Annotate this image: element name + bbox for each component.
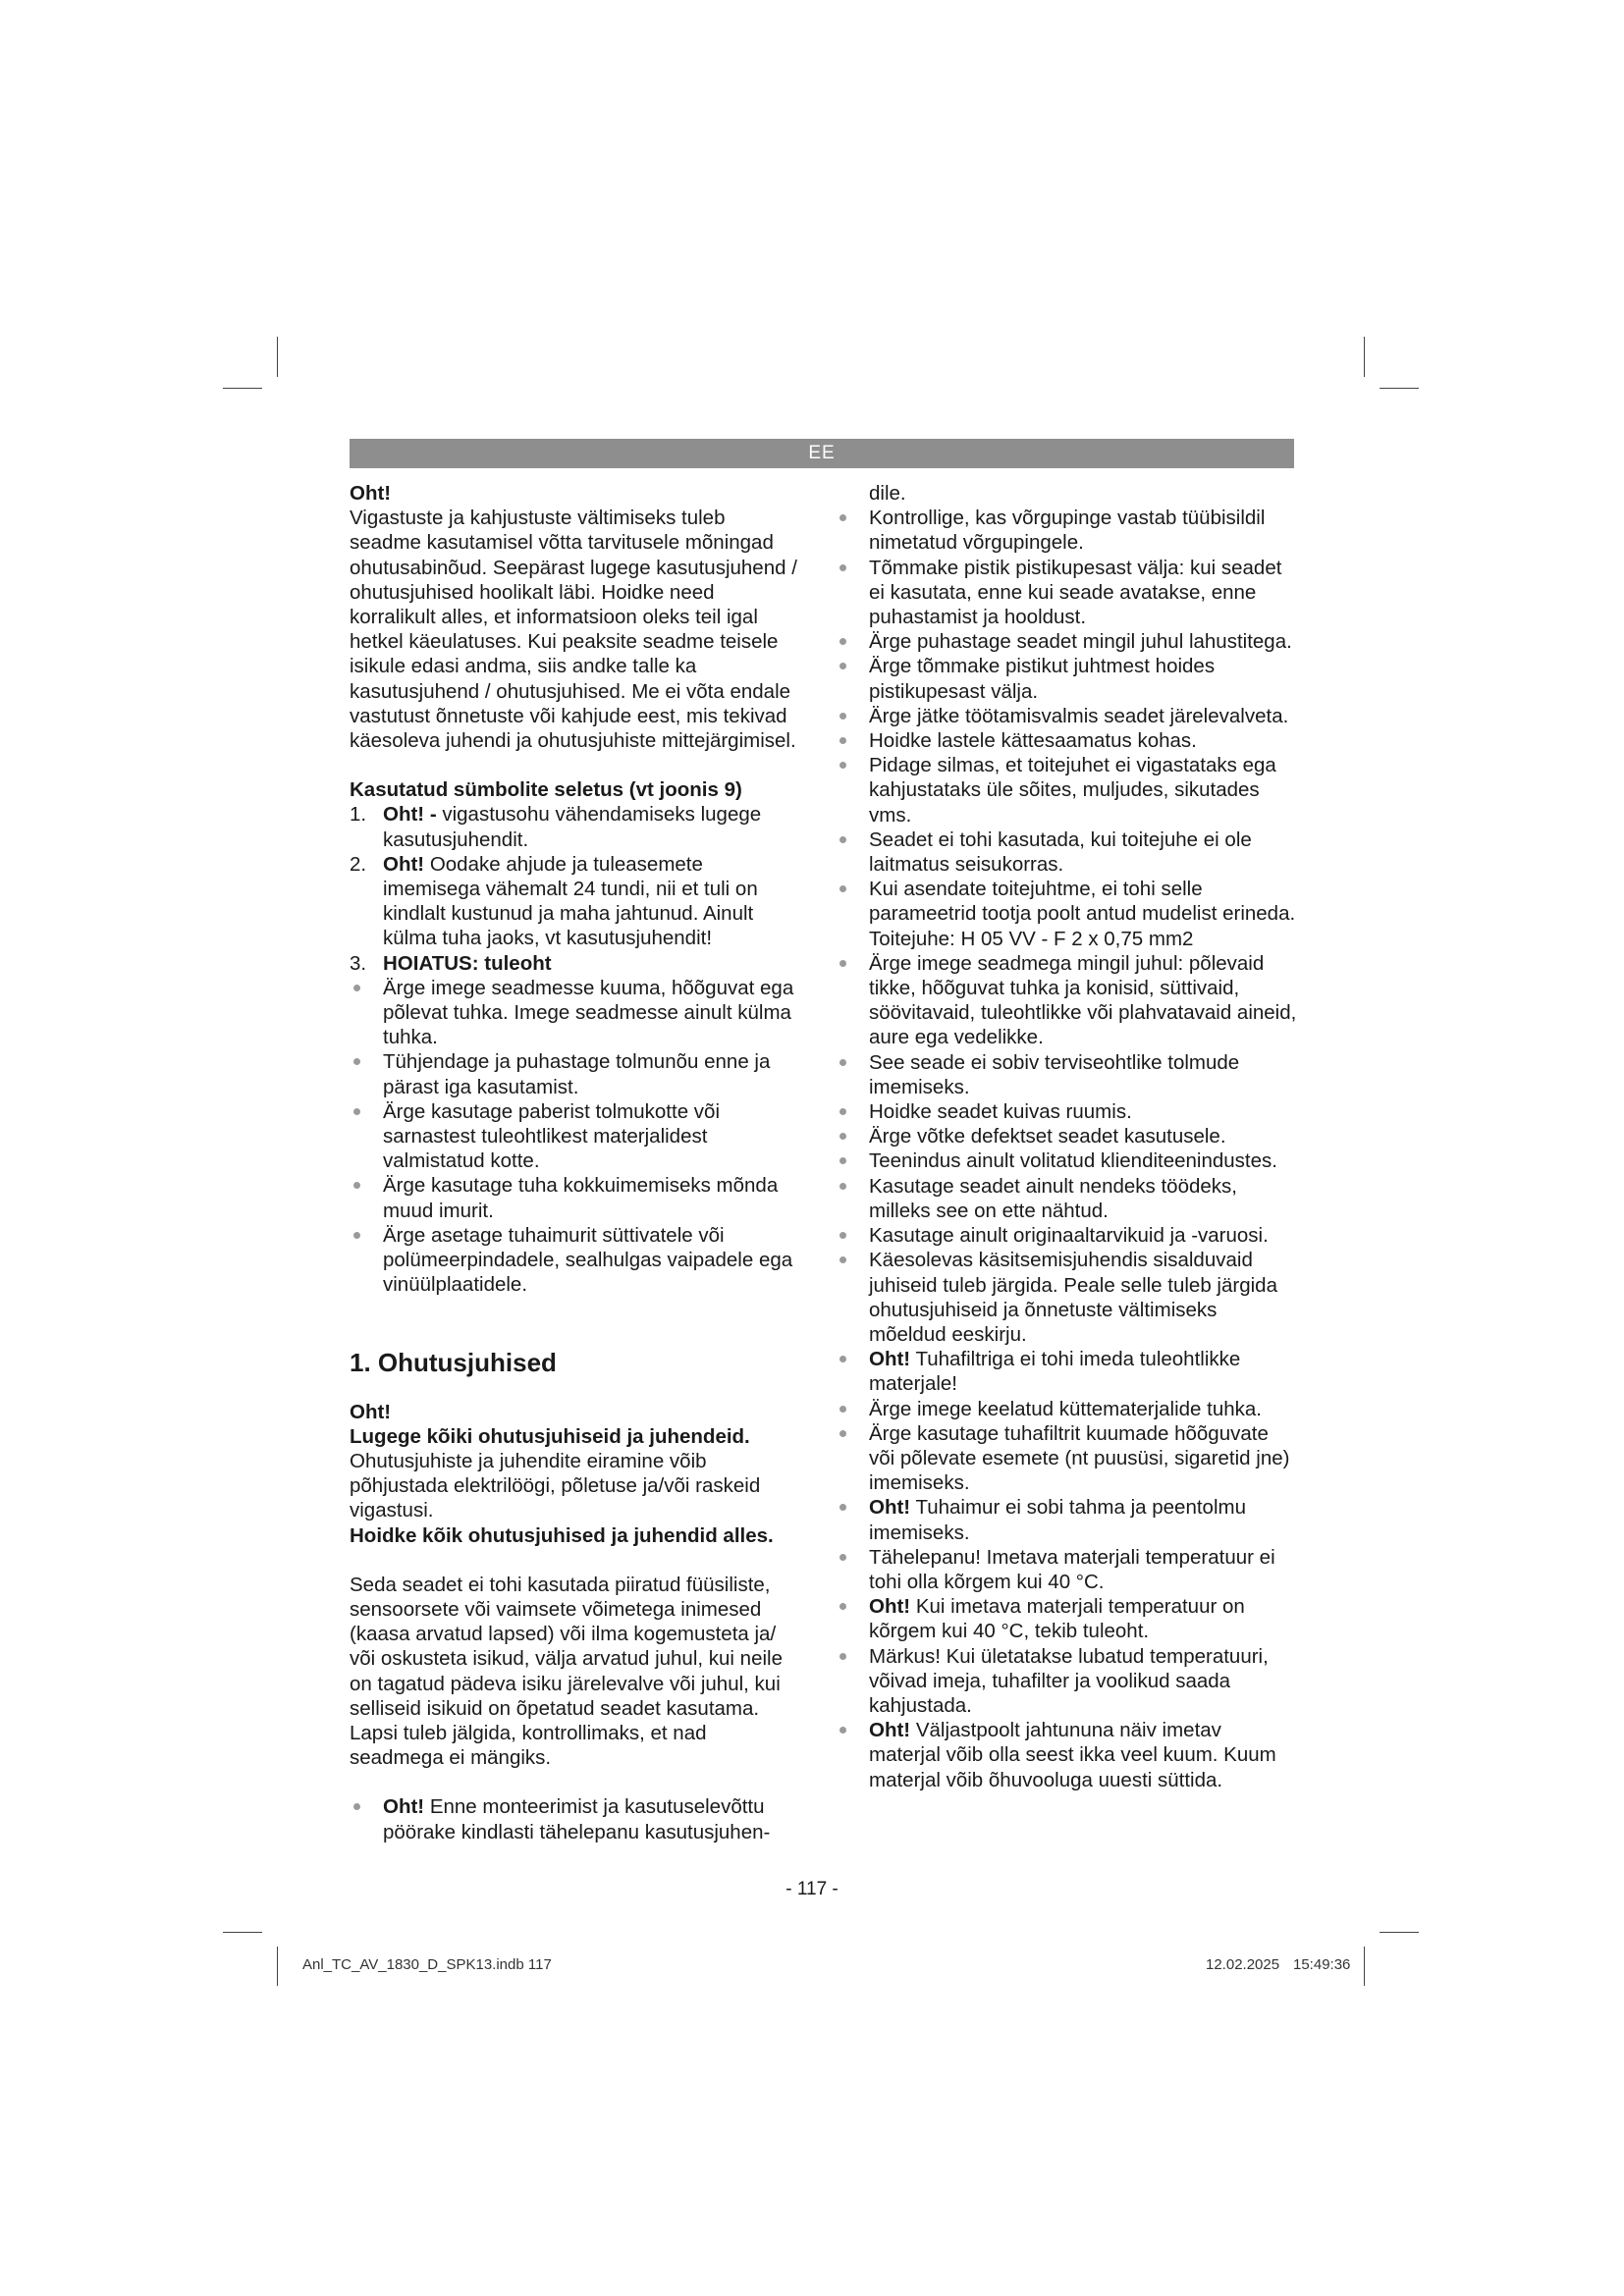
bullet-icon (353, 1803, 360, 1810)
symbol-text: vigastusohu vähendamiseks lugege kasutusjuhendit. (383, 803, 762, 851)
bullet-icon (839, 1232, 846, 1239)
list-item: See seade ei sobiv terviseohtlike tolmude imemiseks. (836, 1050, 1297, 1099)
bullet-icon (839, 1256, 846, 1263)
bullet-icon (839, 960, 846, 967)
list-item: Märkus! Kui ületatakse lubatud temperatuuri, võivad imeja, tuhafilter ja voolikud saada kahjustada. (836, 1644, 1297, 1719)
list-item: Ärge imege keelatud küttematerjalide tuhka. (836, 1397, 1297, 1421)
section-title: 1. Ohutusjuhised (350, 1347, 557, 1377)
footer-time: 15:49:36 (1293, 1956, 1351, 1973)
list-item (350, 1099, 801, 1174)
persons-text: Seda seadet ei tohi kasutada piiratud füüsiliste, sensoorsete või vaimsete võimetega inimesed (kaasa arvatud lapsed) või ilma kogemusteta ja/ või oskusteta isikud, välja arvatud juhul, kui neile on tagatud pädeva isiku järelevalve või juhul, kui selliseid isikuid on õpetatud seadet kasutama. Lapsi tuleb jälgida, kontrollimaks, et nad seadmega ei mängiks. (350, 1573, 783, 1770)
crop-mark-bottom-left-vertical (277, 1947, 278, 1986)
list-item: Teenindus ainult volitatud klienditeenindustes. (836, 1148, 1297, 1173)
symbols-heading: Kasutatud sümbolite seletus (vt joonis 9) (350, 778, 742, 802)
list-item-text: Ärge kasutage paberist tolmukotte või sarnastest tuleohtlikest materjalidest valmistatud kotte. (383, 1099, 720, 1173)
list-item-text: Tühjendage ja puhastage tolmunõu enne ja pärast iga kasutamist. (383, 1050, 771, 1098)
list-item: Oht! Tuhaimur ei sobi tahma ja peentolmu imemiseks. (836, 1495, 1297, 1544)
crop-mark-top-left-horizontal (223, 388, 262, 389)
list-item: Oht! Tuhafiltriga ei tohi imeda tuleohtlikke materjale! (836, 1347, 1297, 1396)
language-header-bar (350, 439, 1294, 468)
bullet-icon (839, 638, 846, 645)
list-item: Tõmmake pistik pistikupesast välja: kui seadet ei kasutata, enne kui seade avatakse, enne puhastamist ja hooldust. (836, 556, 1297, 630)
list-item: Tähelepanu! Imetava materjali temperatuur ei tohi olla kõrgem kui 40 °C. (836, 1545, 1297, 1594)
list-item: Ärge imege seadmega mingil juhul: põlevaid tikke, hõõguvat tuhka ja konisid, süttivaid, söövitavaid, tuleohtlikke või plahvatavaid aineid, aure ega vedelikke. (836, 951, 1297, 1050)
left-column (350, 481, 801, 1844)
list-item (350, 1049, 801, 1098)
list-item: Ärge tõmmake pistikut juhtmest hoides pistikupesast välja. (836, 654, 1297, 703)
bullet-icon (839, 1133, 846, 1140)
bullet-icon (839, 713, 846, 720)
list-item: Ärge kasutage tuhafiltrit kuumade hõõguvate või põlevate esemete (nt puusüsi, sigaretid jne) imemiseks. (836, 1421, 1297, 1496)
bullet-icon (839, 885, 846, 892)
safety-keep: Hoidke kõik ohutusjuhised ja juhendid alles. (350, 1523, 774, 1547)
list-item: Oht! Kui imetava materjali temperatuur on kõrgem kui 40 °C, tekib tuleoht. (836, 1594, 1297, 1643)
list-item: Hoidke seadet kuivas ruumis. (836, 1099, 1297, 1124)
safety-text: Ohutusjuhiste ja juhendite eiramine võib põhjustada elektrilöögi, põletuse ja/või raskeid vigastusi. (350, 1449, 761, 1522)
footer-date: 12.02.2025 (1206, 1956, 1280, 1973)
list-item: Kui asendate toitejuhtme, ei tohi selle parameetrid tootja poolt antud mudelist erineda. Toitejuhe: H 05 VV - F 2 x 0,75 mm2 (836, 877, 1297, 951)
symbol-item (350, 951, 801, 976)
symbol-number: 1. (350, 803, 367, 827)
list-item: Ärge puhastage seadet mingil juhul lahustitega. (836, 629, 1297, 654)
list-item: Hoidke lastele kättesaamatus kohas. (836, 728, 1297, 753)
right-column (836, 481, 1297, 1792)
symbol-item (350, 852, 801, 951)
page-number: - 117 - (785, 1879, 839, 1899)
bullet-icon (839, 1059, 846, 1066)
crop-mark-top-left-vertical (277, 337, 278, 377)
symbol-number: 3. (350, 951, 367, 975)
symbol-number: 2. (350, 852, 367, 876)
list-item-text: Ärge asetage tuhaimurit süttivatele või polümeerpindadele, sealhulgas vaipadele ega vinüülplaatidele. (383, 1223, 793, 1297)
bullet-icon (839, 1406, 846, 1413)
bullet-icon (353, 1108, 360, 1115)
list-item-text: Ärge kasutage tuha kokkuimemiseks mõnda muud imurit. (383, 1174, 779, 1222)
symbol-bullets (350, 976, 801, 1298)
list-item-bold: Oht! (383, 1795, 425, 1819)
safety-heading: Oht! (350, 1400, 392, 1423)
list-item: Kasutage ainult originaaltarvikuid ja -varuosi. (836, 1223, 1297, 1248)
crop-mark-bottom-right-vertical (1364, 1947, 1365, 1986)
intro-heading: Oht! (350, 482, 392, 505)
list-item: Kontrollige, kas võrgupinge vastab tüübisildil nimetatud võrgupingele. (836, 506, 1297, 555)
intro-text: Vigastuste ja kahjustuste vältimiseks tuleb seadme kasutamisel võtta tarvitusele mõningad ohutusabinõud. Seepärast lugege kasutusjuhend / ohutusjuhised hoolikalt läbi. Hoidke need korralikult alles, et informatsioon oleks teil igal hetkel käeulatuses. Kui peaksite seadme teisele isikule edasi andma, siis andke talle ka kasutusjuhend / ohutusjuhised. Me ei võta endale vastutust õnnetuste või kahjude eest, mis tekivad käesoleva juhendi ja ohutusjuhiste mittejärgimisel. (350, 507, 797, 753)
continuation-text: dile. (869, 482, 906, 505)
crop-mark-top-right-horizontal (1380, 388, 1419, 389)
symbols-list (350, 802, 801, 975)
symbol-text: Oodake ahjude ja tuleasemete imemisega vähemalt 24 tundi, nii et tuli on kindlalt kustunud ja maha jahtunud. Ainult külma tuha jaoks, vt kasutusjuhendit! (383, 852, 758, 950)
bullet-icon (839, 1653, 846, 1660)
bullet-icon (839, 1183, 846, 1190)
list-item: Oht! Väljastpoolt jahtununa näiv imetav materjal võib olla seest ikka veel kuum. Kuum materjal võib õhuvooluga uuesti süttida. (836, 1718, 1297, 1792)
safety-bullets (836, 506, 1297, 1792)
list-item (350, 1794, 801, 1843)
symbol-item (350, 802, 801, 851)
footer-file: Anl_TC_AV_1830_D_SPK13.indb 117 (302, 1956, 552, 1973)
list-item (350, 1173, 801, 1222)
list-item: Ärge jätke töötamisvalmis seadet järelevalveta. (836, 704, 1297, 728)
list-item: Käesolevas käsitsemisjuhendis sisalduvaid juhiseid tuleb järgida. Peale selle tuleb järgida ohutusjuhiseid ja õnnetuste vältimiseks mõeldud eeskirju. (836, 1248, 1297, 1347)
bullet-icon (839, 737, 846, 744)
left-last-bullet (350, 1794, 801, 1843)
list-item-text: Ärge imege seadmesse kuuma, hõõguvat ega põlevat tuhka. Imege seadmesse ainult külma tuhka. (383, 976, 794, 1049)
list-item: Kasutage seadet ainult nendeks töödeks, milleks see on ette nähtud. (836, 1174, 1297, 1223)
safety-subheading: Lugege kõiki ohutusjuhiseid ja juhendeid. (350, 1424, 750, 1448)
language-code: EE (808, 443, 836, 463)
bullet-icon (839, 1504, 846, 1511)
bullet-icon (839, 663, 846, 669)
bullet-icon (839, 1554, 846, 1561)
bullet-icon (839, 514, 846, 521)
bullet-icon (353, 1182, 360, 1189)
bullet-icon (839, 762, 846, 769)
list-item (350, 1223, 801, 1298)
list-item (350, 976, 801, 1050)
list-item: Ärge võtke defektset seadet kasutusele. (836, 1124, 1297, 1148)
crop-mark-bottom-right-horizontal (1380, 1932, 1419, 1933)
symbol-bold: Oht! (383, 852, 425, 876)
symbol-bold: Oht! - (383, 803, 437, 827)
bullet-icon (839, 1603, 846, 1610)
bullet-icon (839, 1108, 846, 1115)
symbol-bold: HOIATUS: tuleoht (383, 951, 552, 975)
list-item: Pidage silmas, et toitejuhet ei vigastataks ega kahjustataks üle sõites, muljudes, sikutades vms. (836, 753, 1297, 828)
crop-mark-bottom-left-horizontal (223, 1932, 262, 1933)
bullet-icon (839, 1157, 846, 1164)
bullet-icon (839, 1356, 846, 1362)
bullet-icon (839, 1727, 846, 1734)
list-item-text: Enne monteerimist ja kasutuselevõttu pöörake kindlasti tähelepanu kasutusjuhen- (383, 1795, 771, 1843)
bullet-icon (839, 836, 846, 843)
list-item: Seadet ei tohi kasutada, kui toitejuhe ei ole laitmatus seisukorras. (836, 828, 1297, 877)
bullet-icon (839, 564, 846, 571)
bullet-icon (353, 1232, 360, 1239)
bullet-icon (839, 1430, 846, 1437)
bullet-icon (353, 1058, 360, 1065)
bullet-icon (353, 985, 360, 991)
crop-mark-top-right-vertical (1364, 337, 1365, 377)
